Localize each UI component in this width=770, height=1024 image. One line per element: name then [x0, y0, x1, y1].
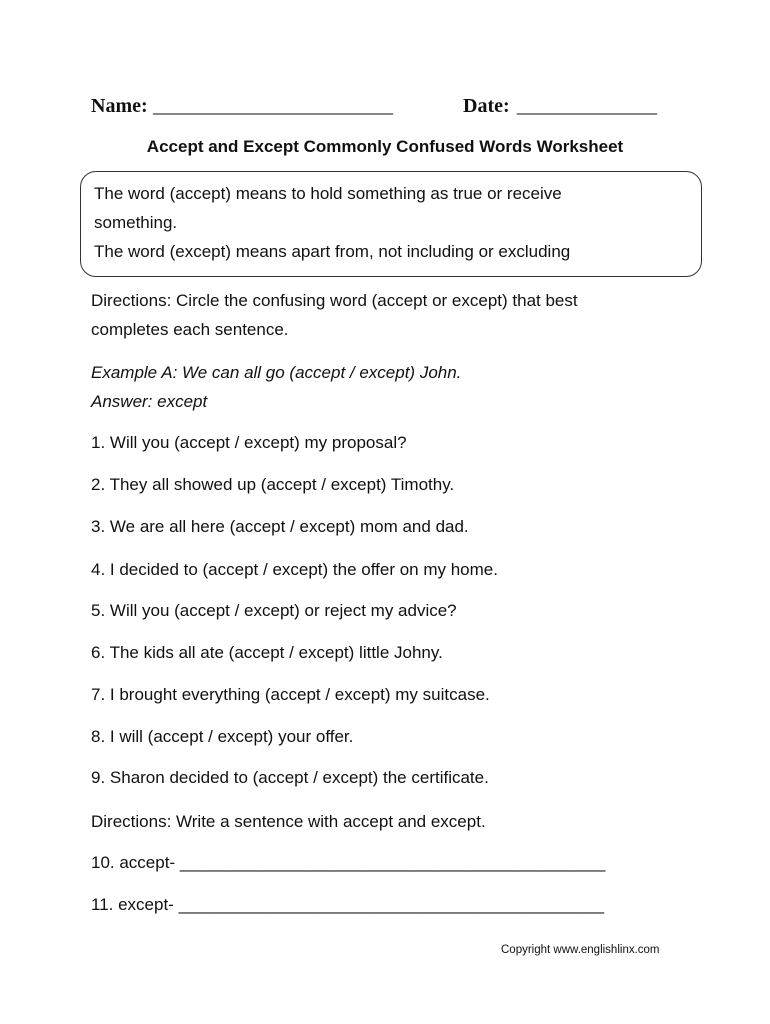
date-label: Date: [463, 95, 510, 117]
question-6: 6. The kids all ate (accept / except) little Johny. [91, 643, 443, 662]
directions-circle-line-2: completes each sentence. [91, 320, 289, 339]
writing-accept-line[interactable]: 10. accept- _____________________________________________ [91, 853, 606, 872]
question-2: 2. They all showed up (accept / except) Timothy. [91, 475, 455, 494]
definition-except: The word (except) means apart from, not including or excluding [94, 242, 571, 261]
directions-circle-line-1: Directions: Circle the confusing word (accept or except) that best [91, 291, 578, 310]
question-4: 4. I decided to (accept / except) the offer on my home. [91, 560, 498, 579]
name-blank[interactable]: ________________________ [153, 95, 393, 117]
example-sentence: Example A: We can all go (accept / except) John. [91, 363, 462, 382]
date-blank[interactable]: ______________ [517, 95, 657, 117]
question-3: 3. We are all here (accept / except) mom and dad. [91, 517, 469, 536]
question-7: 7. I brought everything (accept / except) my suitcase. [91, 685, 490, 704]
worksheet-title: Accept and Except Commonly Confused Words Worksheet [146, 137, 624, 156]
question-8: 8. I will (accept / except) your offer. [91, 727, 354, 746]
writing-except-line[interactable]: 11. except- _____________________________________________ [91, 895, 605, 914]
definition-accept-line-1: The word (accept) means to hold something as true or receive [94, 184, 562, 203]
name-label: Name: [91, 95, 148, 117]
question-1: 1. Will you (accept / except) my proposal? [91, 433, 407, 452]
example-answer: Answer: except [91, 392, 208, 411]
question-9: 9. Sharon decided to (accept / except) the certificate. [91, 768, 489, 787]
copyright-footer: Copyright www.englishlinx.com [501, 944, 660, 956]
question-5: 5. Will you (accept / except) or reject my advice? [91, 601, 457, 620]
definition-accept-line-2: something. [94, 213, 178, 232]
directions-write: Directions: Write a sentence with accept and except. [91, 812, 486, 831]
